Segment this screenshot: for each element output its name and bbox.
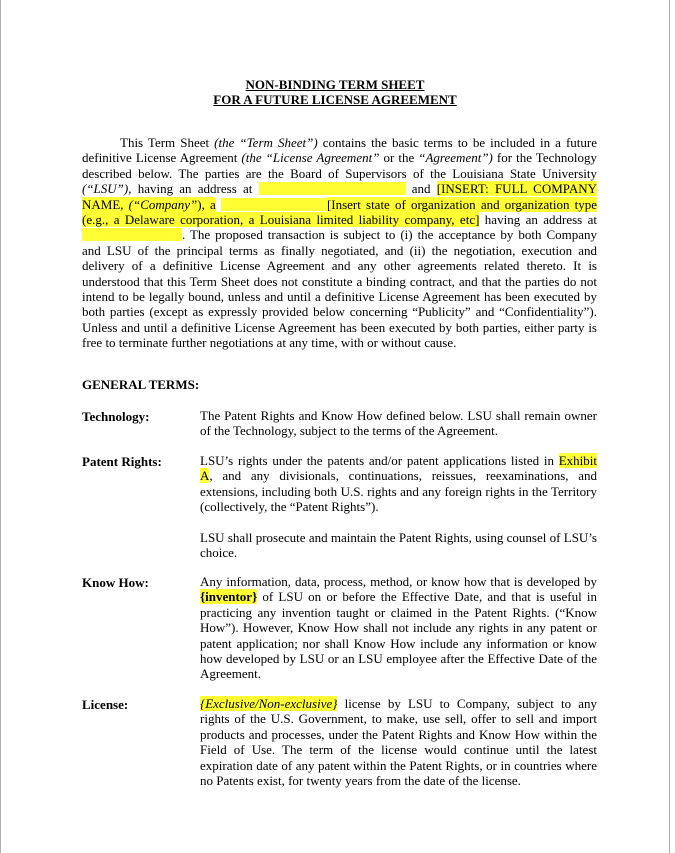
- patent-rights-paragraph-1: [200, 453, 597, 515]
- license-text: [200, 696, 597, 788]
- patent-rights-text-part: LSU’s rights under the patents and/or patent applications listed in: [200, 453, 559, 468]
- patent-rights-paragraph-2: LSU shall prosecute and maintain the Patent Rights, using counsel of LSU’s choice.: [200, 529, 597, 561]
- intro-text: and: [405, 181, 437, 197]
- title-line-2: FOR A FUTURE LICENSE AGREEMENT: [213, 92, 457, 107]
- placeholder-text: ), a: [197, 196, 216, 212]
- license-label: License:: [82, 697, 129, 712]
- lsu-address-blank[interactable]: [259, 182, 406, 195]
- organization-type-placeholder: [Insert state of organization and organization type (e.g., a Delaware corporation, a Louisiana limited liability company, etc]: [82, 196, 597, 228]
- exclusivity-placeholder: {Exclusive/Non-exclusive}: [200, 696, 338, 711]
- company-blank[interactable]: [221, 198, 327, 211]
- patent-rights-label: Patent Rights:: [82, 454, 162, 469]
- know-how-text-part: Any information, data, process, method, or know how that is developed by: [200, 574, 597, 589]
- intro-text: contains the basic terms to be included in a future definitive License Agreement: [82, 135, 597, 166]
- intro-paragraph: [82, 135, 597, 351]
- company-address-blank[interactable]: [82, 228, 182, 241]
- placeholder-defined-term: (“Company”: [128, 196, 198, 212]
- know-how-text: [200, 574, 597, 682]
- title-line-1: NON-BINDING TERM SHEET: [245, 77, 425, 92]
- intro-text: . The proposed transaction is subject to (i) the acceptance by both Company and LSU of the principal terms as finally negotiated, and (ii) the negotiation, execution and delivery of a definitive License Agreement and any other agreements related thereto. It is understood that this Term Sheet does not constitute a binding contract, and that the parties do not intend to be legally bound, unless and until a definitive License Agreement has been executed by both parties (except as expressly provided below concerning “Publicity” and “Confidentiality”). Unless and until a definitive License Agreement has been executed by both parties, either party is free to terminate further negotiations at any time, with or without cause.: [82, 227, 597, 351]
- intro-text: or the: [379, 150, 419, 166]
- intro-defined-term: (“LSU”): [82, 181, 129, 197]
- intro-defined-term: (the “License Agreement”: [241, 150, 380, 166]
- intro-text: , having an address at: [128, 181, 259, 197]
- license-text-part: license by LSU to Company, subject to any rights of the U.S. Government, to make, use sell, offer to sell and import products and processes, under the Patent Rights and Know How within the Field of Use. The term of the license would continue until the latest expiration date of any patent within the Patent Rights, or in countries where no Patents exist, for twenty years from the date of the license.: [200, 696, 597, 789]
- intro-text: having an address at: [479, 212, 597, 228]
- patent-rights-text: [200, 453, 597, 560]
- intro-defined-term: “Agreement”): [418, 150, 493, 166]
- technology-label: Technology:: [82, 409, 150, 424]
- license-paragraph: [200, 696, 597, 788]
- intro-text: This Term Sheet: [120, 135, 215, 150]
- exhibit-a-highlight: Exhibit A: [200, 453, 597, 484]
- general-terms-heading: GENERAL TERMS:: [82, 377, 200, 392]
- know-how-text-part: of LSU on or before the Effective Date, and that is useful in practicing any invention taught or claimed in the Patent Rights. (“Know How”). However, Know How shall not include any rights in any patent or patent application; nor shall Know How include any information or know how developed by LSU or an LSU employee after the Effective Date of the Agreement.: [200, 589, 597, 682]
- know-how-label: Know How:: [82, 575, 149, 590]
- intro-defined-term: (the “Term Sheet”): [214, 135, 318, 150]
- technology-paragraph: The Patent Rights and Know How defined below. LSU shall remain owner of the Technology, subject to the terms of the Agreement.: [200, 408, 597, 439]
- placeholder-text: [INSERT: FULL COMPANY NAME,: [82, 181, 597, 212]
- patent-rights-text-part: , and any divisionals, continuations, reissues, reexaminations, and extensions, including both U.S. rights and any foreign rights in the Territory (collectively, the “Patent Rights”).: [200, 468, 597, 515]
- know-how-paragraph: [200, 574, 597, 682]
- inventor-placeholder: {inventor}: [200, 589, 258, 605]
- intro-text: for the Technology described below. The parties are the Board of Supervisors of the Louisiana State University: [82, 150, 597, 181]
- technology-text: [200, 408, 597, 439]
